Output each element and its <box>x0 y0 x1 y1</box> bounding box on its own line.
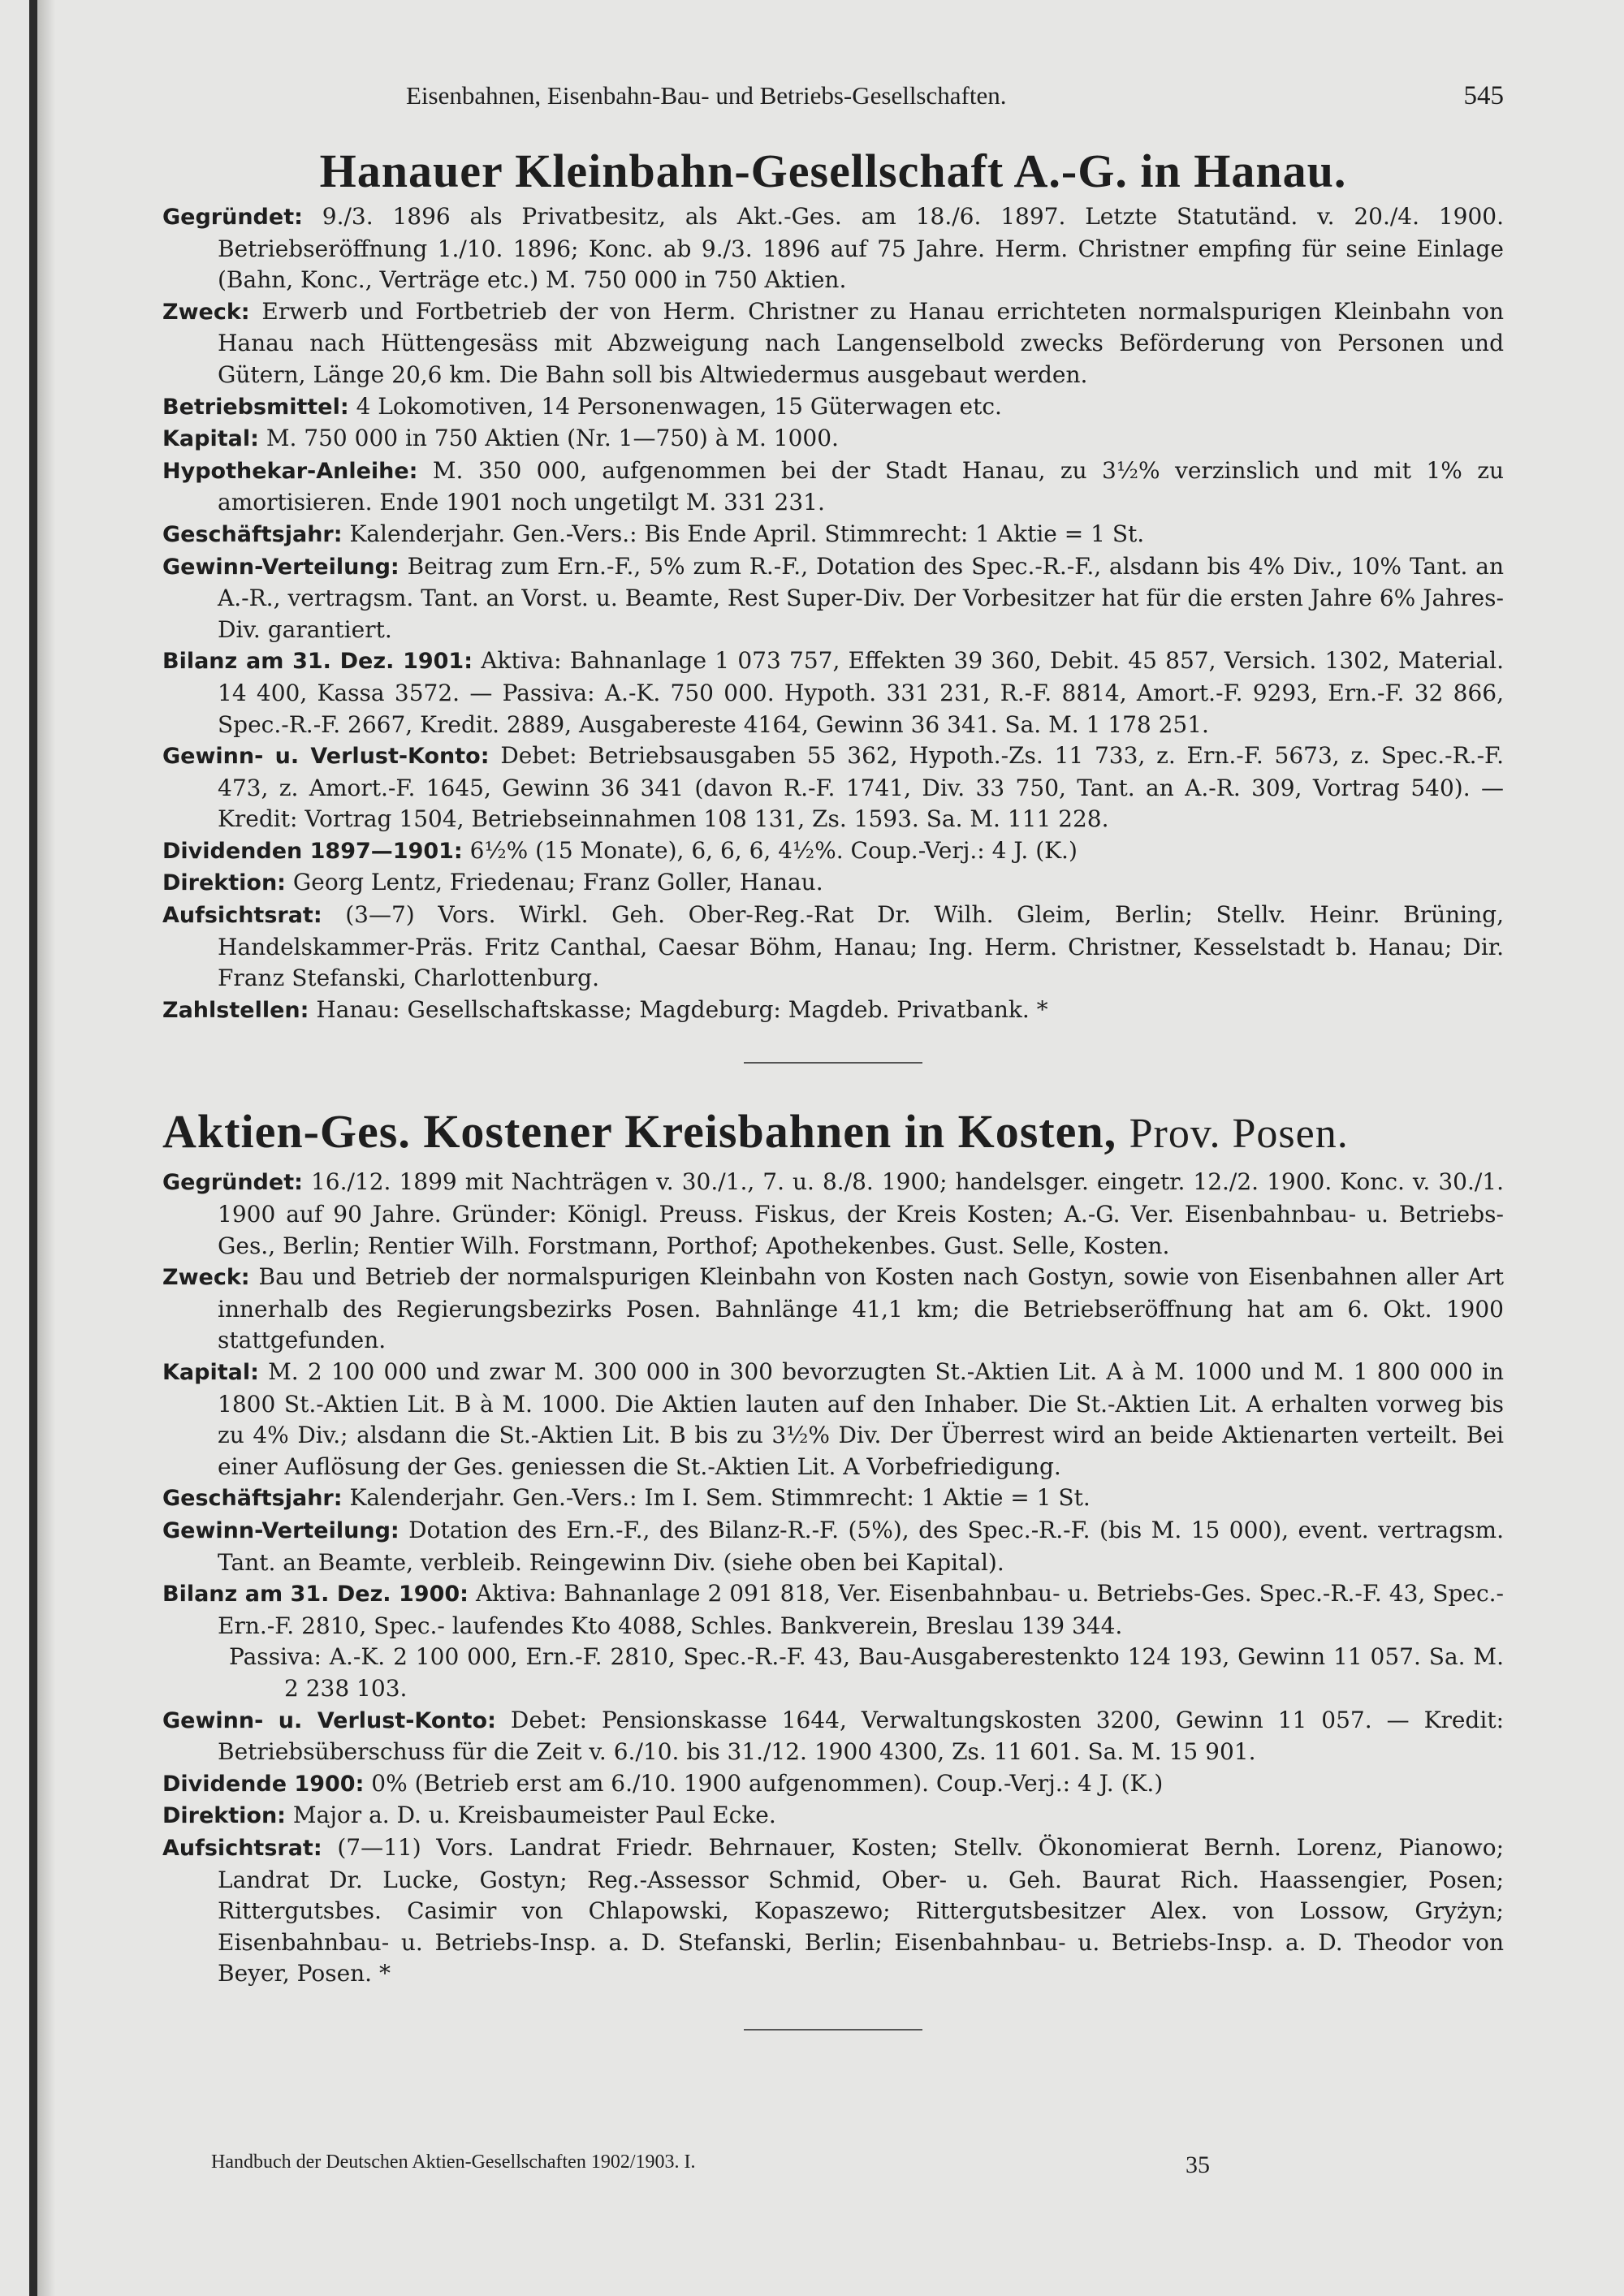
entry-mortgage-loan: Hypothekar-Anleihe: M. 350 000, aufgenommen bei der Stadt Hanau, zu 3½% verzinslich und mit 1% zu amortisieren. Ende 1901 noch ungetilgt M. 331 231. <box>162 456 1504 516</box>
company-entries <box>162 201 1504 1026</box>
entry-management: Direktion: Major a. D. u. Kreisbaumeister Paul Ecke. <box>162 1802 776 1829</box>
entry-dividend: Dividende 1900: 0% (Betrieb erst am 6./10. 1900 aufgenommen). Coup.-Verj.: 4 J. (K.) <box>162 1769 1164 1797</box>
entry-purpose: Zweck: Bau und Betrieb der normalspurigen Kleinbahn von Kosten nach Gostyn, sowie von Eisenbahnen aller Art innerhalb des Regierungsbezirks Posen. Bahnlänge 41,1 km; die Betriebseröffnung hat am 6. Okt. 1900 stattgefunden. <box>162 1263 1504 1354</box>
entry-fiscal-year: Geschäftsjahr: Kalenderjahr. Gen.-Vers.: Bis Ende April. Stimmrecht: 1 Aktie = 1 St. <box>162 520 1145 547</box>
company-entries <box>162 1167 1504 1989</box>
entry-supervisory-board: Aufsichtsrat: (3—7) Vors. Wirkl. Geh. Ober-Reg.-Rat Dr. Wilh. Gleim, Berlin; Stellv. Heinr. Brüning, Handelskammer-Präs. Fritz Canthal, Caesar Böhm, Hanau; Ing. Herm. Christner, Kesselstadt b. Hanau; Dir. Franz Stefanski, Charlottenburg. <box>162 901 1504 992</box>
entry-capital: Kapital: M. 750 000 in 750 Aktien (Nr. 1—750) à M. 1000. <box>162 425 839 452</box>
company-title: Aktien-Ges. Kostener Kreisbahnen in Kosten, Prov. Posen. <box>162 1105 1349 1159</box>
entry-fiscal-year: Geschäftsjahr: Kalenderjahr. Gen.-Vers.: Im I. Sem. Stimmrecht: 1 Aktie = 1 St. <box>162 1484 1091 1512</box>
entry-management: Direktion: Georg Lentz, Friedenau; Franz Goller, Hanau. <box>162 869 823 896</box>
entry-balance-liabilities: Passiva: A.-K. 2 100 000, Ern.-F. 2810, Spec.-R.-F. 43, Bau-Ausgaberestenkto 124 193, Gewinn 11 057. Sa. M. 2 238 103. <box>229 1643 1504 1702</box>
footer-source: Handbuch der Deutschen Aktien-Gesellschaften 1902/1903. I. <box>211 2151 696 2173</box>
entry-balance-sheet: Bilanz am 31. Dez. 1901: Aktiva: Bahnanlage 1 073 757, Effekten 39 360, Debit. 45 857, Versich. 1302, Material. 14 400, Kassa 3572. — Passiva: A.-K. 750 000. Hypoth. 331 231, R.-F. 8814, Amort.-F. 9293, Ern.-F. 32 866, Spec.-R.-F. 2667, Kredit. 2889, Ausgabereste 4164, Gewinn 36 341. Sa. M. 1 178 251. <box>162 647 1504 738</box>
entry-profit-distribution: Gewinn-Verteilung: Beitrag zum Ern.-F., 5% zum R.-F., Dotation des Spec.-R.-F., alsdann bis 4% Div., 10% Tant. an A.-R., vertragsm. Tant. an Vorst. u. Beamte, Rest Super-Div. Der Vorbesitzer hat für die ersten Jahre 6% Jahres-Div. garantiert. <box>162 552 1504 643</box>
binding-shadow <box>37 0 55 2296</box>
entry-paying-agents: Zahlstellen: Hanau: Gesellschaftskasse; Magdeburg: Magdeb. Privatbank. * <box>162 995 1048 1023</box>
entry-purpose: Zweck: Erwerb und Fortbetrieb der von Herm. Christner zu Hanau errichteten normalspurigen Kleinbahn von Hanau nach Hüttengesäss mit Abzweigung nach Langenselbold zwecks Beförderung von Personen und Gütern, Länge 20,6 km. Die Bahn soll bis Altwiedermus ausgebaut werden. <box>162 297 1504 388</box>
running-header <box>162 81 1504 120</box>
page-number: 545 <box>1463 81 1504 110</box>
entry-capital: Kapital: M. 2 100 000 und zwar M. 300 000 in 300 bevorzugten St.-Aktien Lit. A à M. 1000 und M. 1 800 000 in 1800 St.-Aktien Lit. B à M. 1000. Die Aktien lauten auf den Inhaber. Die St.-Aktien Lit. A erhalten vorweg bis zu 4% Div.; alsdann die St.-Aktien Lit. B bis zu 3½% Div. Der Überrest wird an beide Aktienarten verteilt. Bei einer Auflösung der Ges. geniessen die St.-Aktien Lit. A Vorbefriedigung. <box>162 1358 1505 1480</box>
entry-profit-loss: Gewinn- u. Verlust-Konto: Debet: Pensionskasse 1644, Verwaltungskosten 3200, Gewinn 11 057. — Kredit: Betriebsüberschuss für die Zeit v. 6./10. bis 31./12. 1900 4300, Zs. 11 601. Sa. M. 15 901. <box>162 1706 1504 1766</box>
entry-founded: Gegründet: 16./12. 1899 mit Nachträgen v. 30./1., 7. u. 8./8. 1900; handelsger. eingetr. 12./2. 1900. Konc. v. 30./1. 1900 auf 90 Jahre. Gründer: Königl. Preuss. Fiskus, der Kreis Kosten; A.-G. Ver. Eisenbahnbau- u. Betriebs-Ges., Berlin; Rentier Wilh. Forstmann, Porthof; Apothekenbes. Gust. Selle, Kosten. <box>162 1168 1505 1259</box>
section-divider <box>744 2029 922 2031</box>
section-divider <box>744 1062 922 1064</box>
entry-profit-distribution: Gewinn-Verteilung: Dotation des Ern.-F., des Bilanz-R.-F. (5%), des Spec.-R.-F. (bis M. 15 000), event. vertragsm. Tant. an Beamte, verbleib. Reingewinn Div. (siehe oben bei Kapital). <box>162 1516 1504 1576</box>
entry-rolling-stock: Betriebsmittel: 4 Lokomotiven, 14 Personenwagen, 15 Güterwagen etc. <box>162 392 1002 420</box>
page <box>162 81 1504 2031</box>
entry-supervisory-board: Aufsichtsrat: (7—11) Vors. Landrat Friedr. Behrnauer, Kosten; Stellv. Ökonomierat Bernh. Lorenz, Pianowo; Landrat Dr. Lucke, Gostyn; Reg.-Assessor Schmid, Ober- u. Geh. Baurat Rich. Haassengier, Posen; Rittergutsbes. Casimir von Chlapowski, Kopaszewo; Rittergutsbesitzer Alex. von Lossow, Gryżyn; Eisenbahnbau- u. Betriebs-Insp. a. D. Stefanski, Berlin; Eisenbahnbau- u. Betriebs-Insp. a. D. Theodor von Beyer, Posen. * <box>162 1833 1504 1987</box>
book-binding-edge <box>29 0 37 2296</box>
entry-profit-loss: Gewinn- u. Verlust-Konto: Debet: Betriebsausgaben 55 362, Hypoth.-Zs. 11 733, z. Ern.-F. 5673, z. Spec.-R.-F. 473, z. Amort.-F. 1645, Gewinn 36 341 (davon R.-F. 1741, Div. 33 750, Tant. an A.-R. 309, Vortrag 540). — Kredit: Vortrag 1504, Betriebseinnahmen 108 131, Zs. 1593. Sa. M. 111 228. <box>162 742 1504 833</box>
entry-balance-sheet: Bilanz am 31. Dez. 1900: Aktiva: Bahnanlage 2 091 818, Ver. Eisenbahnbau- u. Betriebs-Ges. Spec.-R.-F. 43, Spec.-Ern.-F. 2810, Spec.- laufendes Kto 4088, Schles. Bankverein, Breslau 139 344. <box>162 1580 1504 1639</box>
entry-founded: Gegründet: 9./3. 1896 als Privatbesitz, als Akt.-Ges. am 18./6. 1897. Letzte Statutänd. v. 20./4. 1900. Betriebseröffnung 1./10. 1896; Konc. ab 9./3. 1896 auf 75 Jahre. Herm. Christner empfing für seine Einlage (Bahn, Konc., Verträge etc.) M. 750 000 in 750 Aktien. <box>162 203 1504 294</box>
entry-dividends: Dividenden 1897—1901: 6½% (15 Monate), 6, 6, 6, 4½%. Coup.-Verj.: 4 J. (K.) <box>162 836 1078 864</box>
footer-signature: 35 <box>1186 2151 1210 2178</box>
company-title: Hanauer Kleinbahn-Gesellschaft A.-G. in Hanau. <box>319 145 1347 197</box>
running-title: Eisenbahnen, Eisenbahn-Bau- und Betriebs-Gesellschaften. <box>406 81 1007 110</box>
page-footer <box>49 2151 1210 2179</box>
